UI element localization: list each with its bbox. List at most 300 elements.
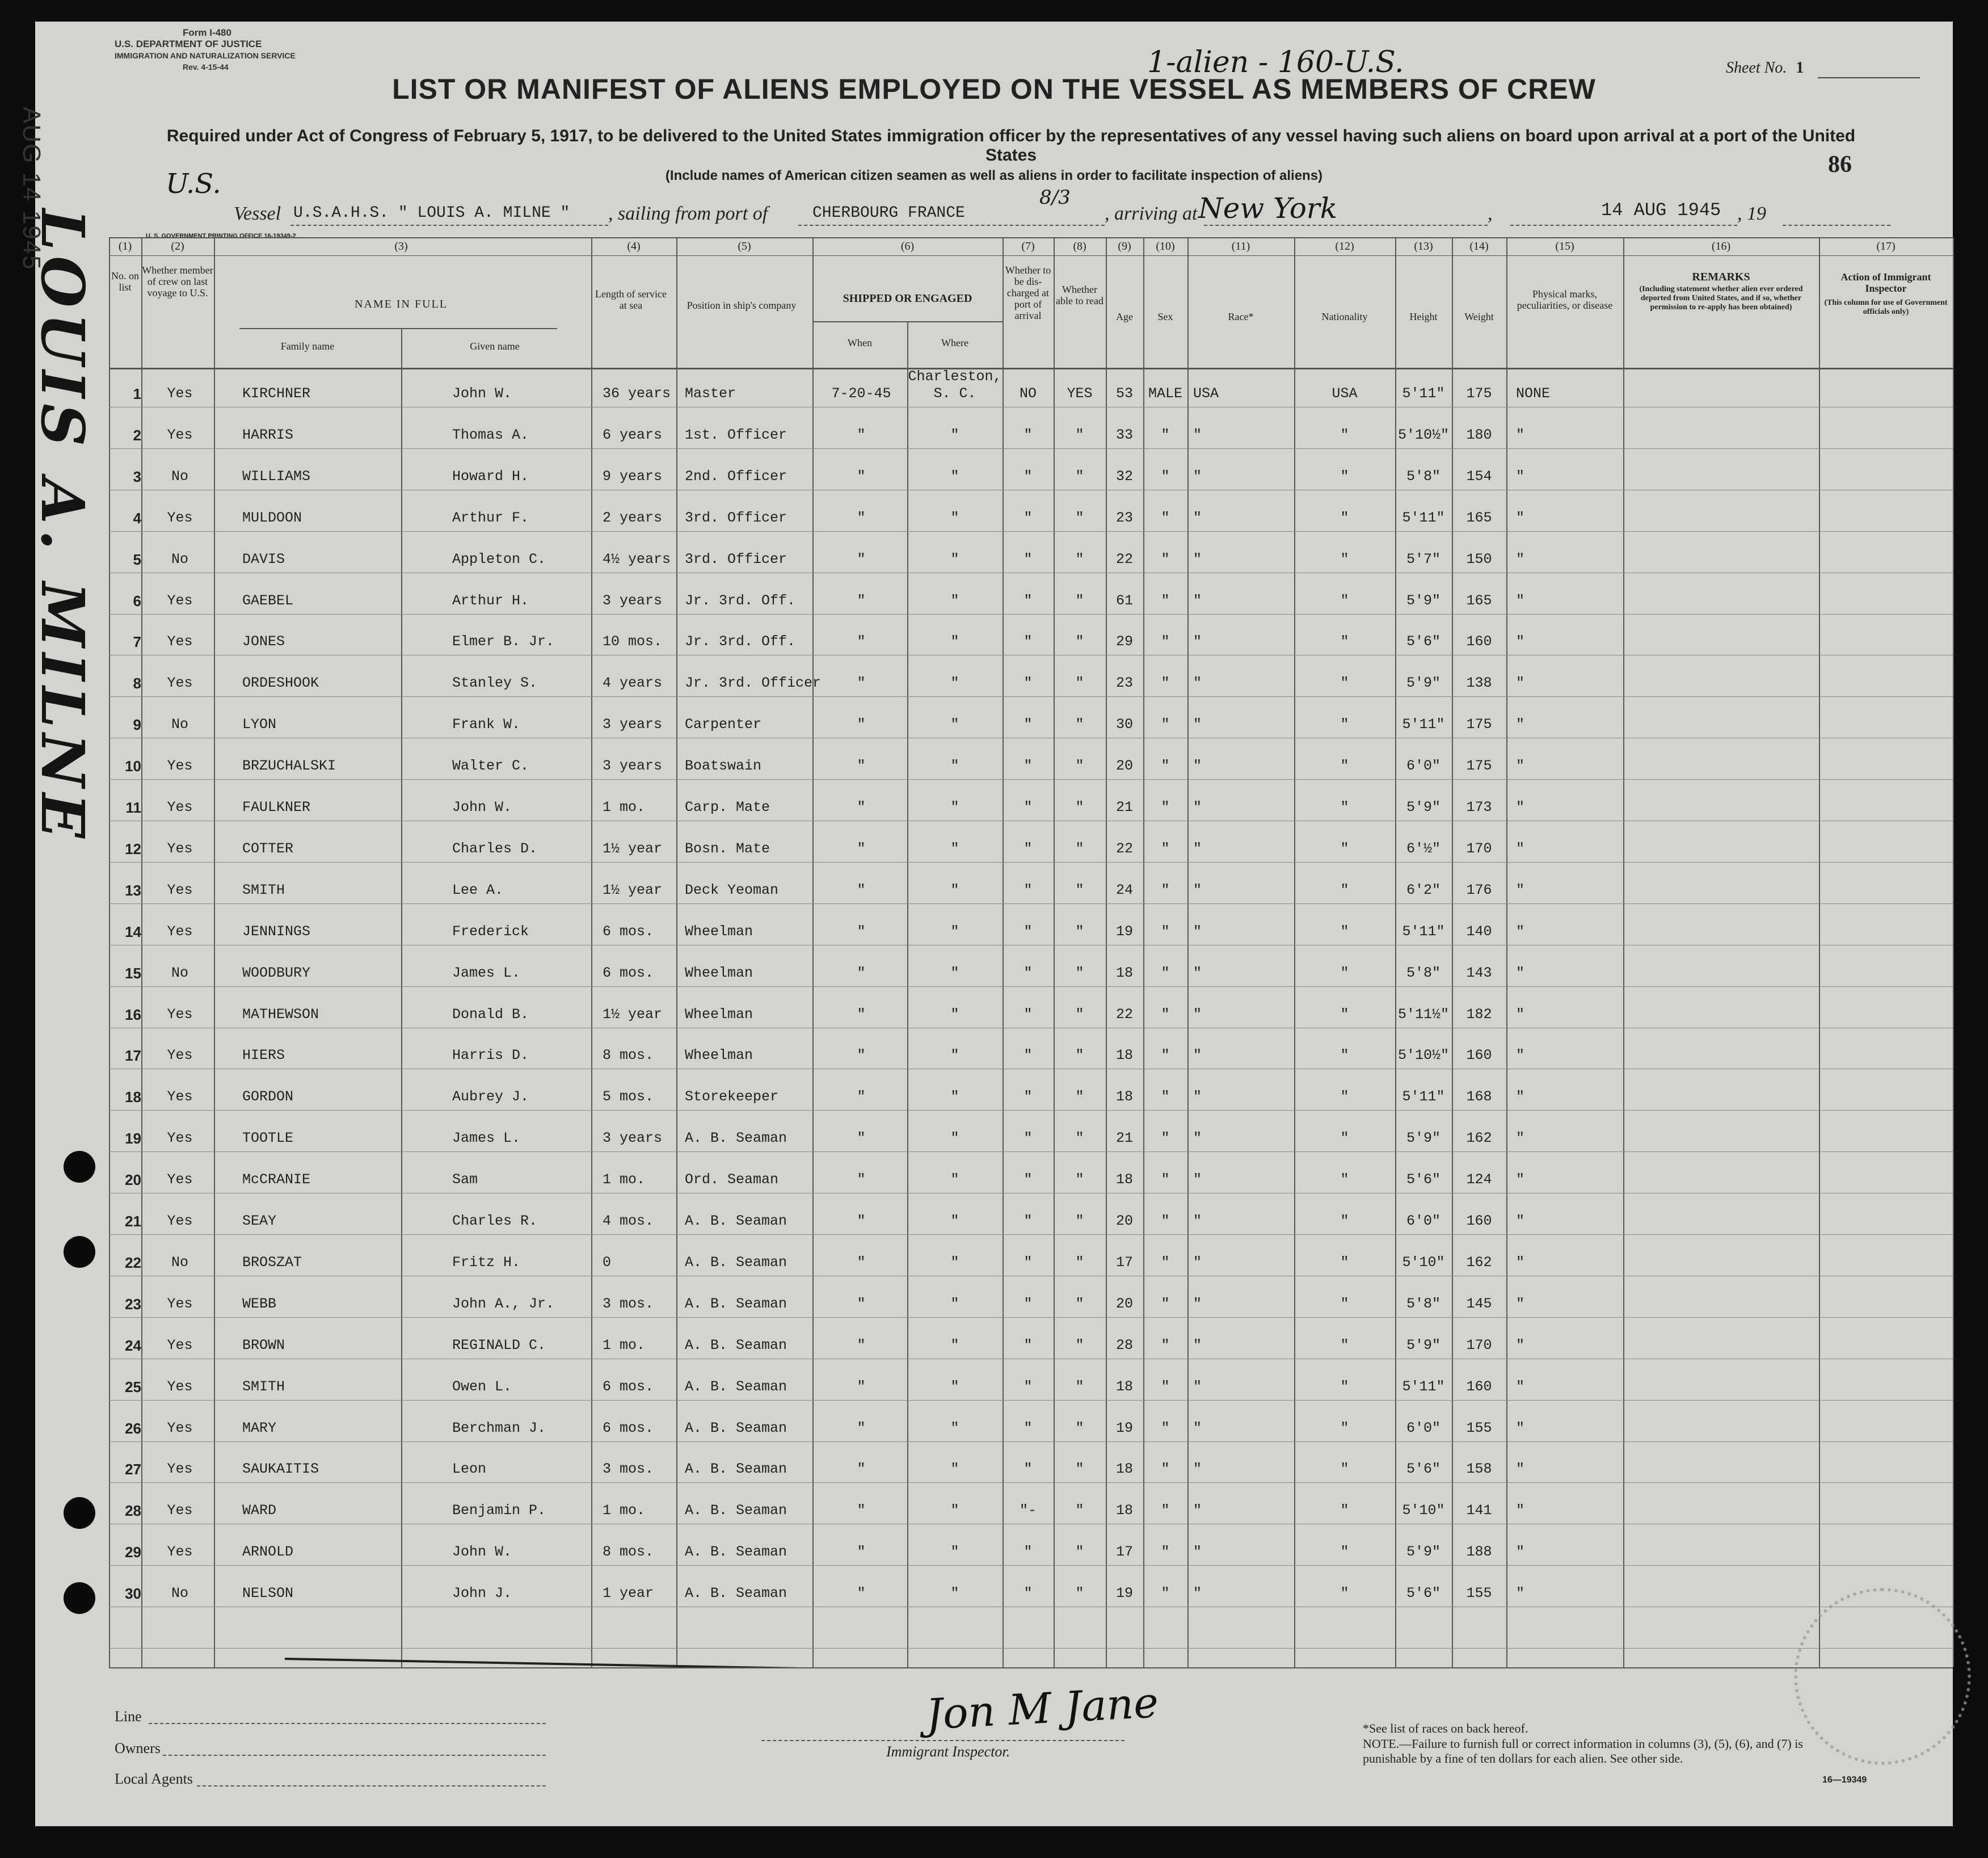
cell-no: 3 [133, 468, 141, 485]
column-number: (13) [1414, 240, 1433, 253]
cell-where: " [950, 1461, 959, 1478]
cell-where: " [950, 592, 959, 609]
cell-marks: " [1516, 1461, 1525, 1478]
cell-marks: " [1516, 633, 1525, 650]
cell-given: Berchman J. [452, 1419, 546, 1436]
header-discharged: Whether to be dis-charged at port of arrival [1005, 264, 1051, 321]
cell-prev: Yes [167, 1088, 193, 1105]
cell-given: Arthur H. [452, 592, 529, 609]
cell-sex: " [1161, 1585, 1170, 1602]
cell-prev: No [171, 1585, 188, 1602]
cell-position: A. B. Seaman [685, 1213, 787, 1229]
cell-prev: Yes [167, 385, 193, 402]
cell-age: 18 [1115, 964, 1133, 981]
cell-marks: " [1516, 592, 1525, 609]
cell-given: John J. [452, 1585, 512, 1602]
cell-where: " [950, 1088, 959, 1105]
cell-height: 5'11" [1402, 1088, 1445, 1105]
cell-nat: " [1340, 1295, 1349, 1312]
cell-nat: " [1340, 1378, 1349, 1395]
cell-no: 24 [125, 1336, 141, 1354]
cell-given: Owen L. [452, 1378, 512, 1395]
cell-service: 8 mos. [603, 1544, 654, 1561]
cell-read: " [1075, 509, 1084, 526]
cell-given: Sam [452, 1171, 478, 1188]
column-number: (8) [1073, 240, 1086, 253]
cell-read: " [1075, 1544, 1084, 1561]
cell-read: " [1075, 964, 1084, 981]
cell-prev: Yes [167, 1502, 193, 1519]
cell-age: 21 [1115, 799, 1133, 815]
cell-read: " [1075, 1461, 1084, 1478]
cell-disch: " [1024, 550, 1033, 568]
cell-height: 5'9" [1406, 1336, 1441, 1353]
cell-where: " [950, 964, 959, 981]
cell-marks: " [1516, 1419, 1525, 1436]
cell-nat: " [1340, 1130, 1349, 1147]
cell-disch: " [1024, 592, 1033, 609]
cell-nat: " [1340, 1585, 1349, 1602]
cell-weight: 173 [1466, 799, 1492, 815]
cell-where: " [950, 1213, 959, 1229]
cell-height: 6'0" [1406, 1419, 1441, 1436]
cell-where: " [950, 675, 959, 692]
cell-when: " [857, 758, 866, 775]
cell-race: " [1193, 881, 1202, 898]
cell-sex: " [1161, 964, 1170, 981]
cell-weight: 168 [1466, 1088, 1492, 1105]
cell-weight: 160 [1466, 1213, 1492, 1229]
cell-race: USA [1193, 385, 1219, 402]
cell-sex: " [1161, 716, 1170, 733]
cell-family: MARY [242, 1419, 277, 1436]
header-physical-marks: Physical marks, peculiarities, or disease [1517, 288, 1613, 311]
cell-family: WOODBURY [242, 964, 311, 981]
crew-table [109, 237, 1953, 1667]
cell-height: 5'11" [1402, 1378, 1445, 1395]
cell-race: " [1193, 1295, 1202, 1312]
cell-marks: " [1516, 964, 1525, 981]
cell-sex: " [1161, 1254, 1170, 1271]
cell-no: 15 [125, 964, 141, 982]
cell-marks: " [1516, 1006, 1525, 1023]
cell-nat: " [1340, 923, 1349, 940]
cell-service: 4½ years [603, 550, 671, 568]
cell-position: A. B. Seaman [685, 1544, 787, 1561]
cell-disch: " [1024, 675, 1033, 692]
cell-no: 22 [125, 1254, 141, 1271]
cell-service: 9 years [603, 468, 663, 485]
cell-weight: 143 [1466, 964, 1492, 981]
comma-separator: , [1488, 203, 1493, 224]
cell-no: 13 [125, 881, 141, 899]
cell-service: 3 years [603, 1130, 663, 1147]
cell-where: " [950, 799, 959, 815]
cell-family: BROWN [242, 1336, 285, 1353]
cell-read: " [1075, 799, 1084, 815]
cell-marks: " [1516, 426, 1525, 443]
cell-age: 32 [1115, 468, 1133, 485]
cell-when: " [857, 881, 866, 898]
cell-prev: Yes [167, 509, 193, 526]
header-where: Where [941, 337, 968, 348]
cell-nat: USA [1332, 385, 1358, 402]
cell-family: ARNOLD [242, 1544, 294, 1561]
cell-weight: 124 [1466, 1171, 1492, 1188]
cell-no: 1 [133, 385, 141, 402]
cell-position: Bosn. Mate [685, 840, 770, 857]
cell-sex: " [1161, 1419, 1170, 1436]
cell-service: 36 years [603, 385, 671, 402]
cell-no: 12 [125, 840, 141, 857]
cell-sex: " [1161, 1336, 1170, 1353]
cell-where: " [950, 1295, 959, 1312]
cell-read: " [1075, 1295, 1084, 1312]
cell-when: " [857, 1130, 866, 1147]
cell-prev: Yes [167, 1336, 193, 1353]
cell-disch: " [1024, 1254, 1033, 1271]
cell-prev: No [171, 468, 188, 485]
cell-no: 29 [125, 1544, 141, 1561]
cell-family: SMITH [242, 881, 285, 898]
cell-no: 5 [133, 550, 141, 568]
cell-race: " [1193, 799, 1202, 815]
cell-sex: " [1161, 509, 1170, 526]
cell-nat: " [1340, 675, 1349, 692]
cell-prev: Yes [167, 1130, 193, 1147]
cell-read: " [1075, 426, 1084, 443]
column-number: (17) [1876, 240, 1896, 253]
column-number: (10) [1156, 240, 1175, 253]
cell-position: A. B. Seaman [685, 1254, 787, 1271]
cell-sex: " [1161, 1047, 1170, 1064]
cell-when: " [857, 1171, 866, 1188]
cell-where: " [950, 1544, 959, 1561]
handwritten-vessel-name: LOUIS A. MILNE [28, 209, 98, 844]
cell-given: John W. [452, 385, 512, 402]
cell-marks: " [1516, 1171, 1525, 1188]
cell-age: 20 [1115, 1295, 1133, 1312]
cell-race: " [1193, 1088, 1202, 1105]
column-number: (5) [738, 240, 751, 253]
cell-marks: " [1516, 840, 1525, 857]
cell-when: " [857, 923, 866, 940]
header-action: Action of Immigrant Inspector [1840, 271, 1931, 294]
cell-read: " [1075, 1213, 1084, 1229]
cell-nat: " [1340, 1502, 1349, 1519]
cell-read: " [1075, 675, 1084, 692]
cell-age: 33 [1115, 426, 1133, 443]
cell-read: " [1075, 840, 1084, 857]
cell-height: 6'2" [1406, 881, 1441, 898]
cell-read: YES [1067, 385, 1093, 402]
cell-disch: " [1024, 426, 1033, 443]
cell-race: " [1193, 1254, 1202, 1271]
cell-weight: 176 [1466, 881, 1492, 898]
cell-marks: " [1516, 550, 1525, 568]
cell-height: 6'0" [1406, 1213, 1441, 1229]
cell-disch: " [1024, 964, 1033, 981]
cell-age: 17 [1115, 1254, 1133, 1271]
cell-prev: Yes [167, 923, 193, 940]
vessel-underline [290, 225, 608, 226]
cell-no: 30 [125, 1585, 141, 1603]
cell-service: 2 years [603, 509, 663, 526]
arriving-port: New York [1198, 192, 1337, 225]
cell-nat: " [1340, 1006, 1349, 1023]
cell-given: Fritz H. [452, 1254, 521, 1271]
port-note: 8/3 [1039, 186, 1071, 209]
cell-given: James L. [452, 964, 521, 981]
print-code: 16—19349 [1822, 1775, 1867, 1785]
cell-marks: " [1516, 1336, 1525, 1353]
cell-service: 6 mos. [603, 1419, 654, 1436]
cell-where: " [950, 468, 959, 485]
cell-position: Ord. Seaman [685, 1171, 779, 1188]
cell-service: 1 mo. [603, 799, 646, 815]
agents-underline [197, 1785, 546, 1786]
cell-weight: 154 [1466, 468, 1492, 485]
cell-read: " [1075, 550, 1084, 568]
cell-family: FAULKNER [242, 799, 311, 815]
column-number: (15) [1555, 240, 1574, 253]
cell-height: 5'9" [1406, 799, 1441, 815]
cell-when: " [857, 1006, 866, 1023]
cell-sex: " [1161, 1502, 1170, 1519]
cell-where: " [950, 509, 959, 526]
cell-family: TOOTLE [242, 1130, 294, 1147]
cell-prev: Yes [167, 592, 193, 609]
cell-family: KIRCHNER [242, 385, 311, 402]
cell-service: 0 [603, 1254, 612, 1271]
cell-given: James L. [452, 1130, 521, 1147]
cell-prev: Yes [167, 799, 193, 815]
cell-position: 1st. Officer [685, 426, 787, 443]
cell-position: Deck Yeoman [685, 881, 779, 898]
header-shipped: SHIPPED OR ENGAGED [843, 292, 972, 305]
cell-weight: 138 [1466, 675, 1492, 692]
vessel-name: U.S.A.H.S. " LOUIS A. MILNE " [293, 204, 570, 222]
cell-race: " [1193, 1130, 1202, 1147]
cell-race: " [1193, 550, 1202, 568]
cell-no: 8 [133, 675, 141, 692]
cell-nat: " [1340, 1047, 1349, 1064]
cell-disch: " [1024, 1585, 1033, 1602]
cell-marks: " [1516, 716, 1525, 733]
cell-when: " [857, 1088, 866, 1105]
cell-given: Harris D. [452, 1047, 529, 1064]
cell-where: Charleston, S. C. [908, 368, 1002, 402]
cell-family: HARRIS [242, 426, 294, 443]
cell-age: 61 [1115, 592, 1133, 609]
header-weight: Weight [1464, 311, 1494, 322]
cell-sex: " [1161, 923, 1170, 940]
owners-underline [163, 1755, 546, 1756]
cell-given: REGINALD C. [452, 1336, 546, 1353]
cell-no: 17 [125, 1047, 141, 1065]
cell-age: 19 [1115, 1585, 1133, 1602]
cell-race: " [1193, 675, 1202, 692]
cell-nat: " [1340, 840, 1349, 857]
cell-service: 1 mo. [603, 1336, 646, 1353]
cell-when: " [857, 509, 866, 526]
cell-when: " [857, 1213, 866, 1229]
cell-when: " [857, 840, 866, 857]
cell-no: 25 [125, 1378, 141, 1395]
cell-sex: " [1161, 1378, 1170, 1395]
cell-age: 20 [1115, 1213, 1133, 1229]
cell-race: " [1193, 1336, 1202, 1353]
cell-given: Arthur F. [452, 509, 529, 526]
column-number: (14) [1469, 240, 1489, 253]
cell-when: " [857, 426, 866, 443]
cell-disch: " [1024, 716, 1033, 733]
cell-given: Charles R. [452, 1213, 538, 1229]
cell-given: Aubrey J. [452, 1088, 529, 1105]
cell-marks: " [1516, 758, 1525, 775]
cell-family: ORDESHOOK [242, 675, 319, 692]
cell-weight: 160 [1466, 1047, 1492, 1064]
cell-race: " [1193, 1461, 1202, 1478]
cell-read: " [1075, 1378, 1084, 1395]
cell-marks: " [1516, 923, 1525, 940]
cell-position: 3rd. Officer [685, 550, 787, 568]
race-note: *See list of races on back hereof. [1363, 1721, 1528, 1735]
cell-prev: Yes [167, 881, 193, 898]
cell-sex: " [1161, 840, 1170, 857]
cell-no: 2 [133, 426, 141, 444]
cell-family: MATHEWSON [242, 1006, 319, 1023]
cell-nat: " [1340, 1213, 1349, 1229]
form-number: Form I-480 [183, 27, 231, 38]
arriving-label: , arriving at [1105, 203, 1198, 224]
cell-position: Wheelman [685, 923, 753, 940]
cell-family: WARD [242, 1502, 277, 1519]
cell-disch: " [1024, 1295, 1033, 1312]
cell-disch: " [1024, 633, 1033, 650]
cell-sex: " [1161, 468, 1170, 485]
header-sex: Sex [1157, 311, 1173, 322]
cell-position: Jr. 3rd. Off. [685, 592, 796, 609]
cell-service: 8 mos. [603, 1047, 654, 1064]
cell-service: 6 mos. [603, 1378, 654, 1395]
cell-race: " [1193, 1419, 1202, 1436]
cell-disch: " [1024, 923, 1033, 940]
cell-disch: " [1024, 1130, 1033, 1147]
cell-service: 10 mos. [603, 633, 663, 650]
date-underline [1510, 225, 1737, 226]
column-number: (16) [1711, 240, 1731, 253]
cell-given: Leon [452, 1461, 487, 1478]
cell-when: " [857, 592, 866, 609]
cell-sex: MALE [1148, 385, 1182, 402]
cell-prev: No [171, 964, 188, 981]
cell-where: " [950, 1254, 959, 1271]
cell-where: " [950, 1047, 959, 1064]
cell-no: 6 [133, 592, 141, 609]
header-height: Height [1409, 311, 1438, 322]
cell-service: 1 mo. [603, 1502, 646, 1519]
cell-where: " [950, 1419, 959, 1436]
cell-where: " [950, 1378, 959, 1395]
cell-where: " [950, 426, 959, 443]
cell-no: 18 [125, 1088, 141, 1106]
cell-age: 18 [1115, 1171, 1133, 1188]
cell-family: JENNINGS [242, 923, 311, 940]
cell-read: " [1075, 1336, 1084, 1353]
cell-weight: 160 [1466, 633, 1492, 650]
cell-age: 20 [1115, 758, 1133, 775]
cell-where: " [950, 1006, 959, 1023]
cell-race: " [1193, 1047, 1202, 1064]
cell-disch: NO [1019, 385, 1037, 402]
cell-given: Benjamin P. [452, 1502, 546, 1519]
cell-height: 5'6" [1406, 1171, 1441, 1188]
cell-prev: No [171, 1254, 188, 1271]
cell-service: 4 years [603, 675, 663, 692]
cell-given: Howard H. [452, 468, 529, 485]
punch-hole [64, 1582, 95, 1614]
cell-read: " [1075, 592, 1084, 609]
cell-disch: " [1024, 468, 1033, 485]
year-label: , 19 [1737, 203, 1766, 224]
footer-rule [109, 1667, 1953, 1668]
cell-read: " [1075, 716, 1084, 733]
header-member-last-voyage: Whether member of crew on last voyage to U.S. [142, 264, 213, 299]
header-family-name: Family name [280, 341, 335, 352]
cell-read: " [1075, 1047, 1084, 1064]
cell-when: " [857, 1585, 866, 1602]
cell-service: 6 years [603, 426, 663, 443]
cell-prev: No [171, 550, 188, 568]
cell-no: 14 [125, 923, 141, 940]
cell-disch: " [1024, 1378, 1033, 1395]
owners-label: Owners [115, 1740, 161, 1756]
cell-no: 21 [125, 1213, 141, 1230]
cell-prev: Yes [167, 1006, 193, 1023]
cell-disch: " [1024, 509, 1033, 526]
header-age: Age [1116, 311, 1133, 322]
cell-race: " [1193, 426, 1202, 443]
cell-race: " [1193, 1006, 1202, 1023]
sailing-label: , sailing from port of [608, 203, 768, 224]
cell-disch: "- [1019, 1502, 1037, 1519]
cell-given: Elmer B. Jr. [452, 633, 555, 650]
cell-when: " [857, 1047, 866, 1064]
cell-race: " [1193, 716, 1202, 733]
cell-service: 3 mos. [603, 1461, 654, 1478]
cell-where: " [950, 1171, 959, 1188]
cell-when: " [857, 468, 866, 485]
cell-sex: " [1161, 1213, 1170, 1229]
cell-read: " [1075, 923, 1084, 940]
cell-family: WEBB [242, 1295, 277, 1312]
cell-weight: 155 [1466, 1585, 1492, 1602]
cell-weight: 150 [1466, 550, 1492, 568]
cell-race: " [1193, 1502, 1202, 1519]
cell-when: " [857, 1502, 866, 1519]
cell-age: 23 [1115, 675, 1133, 692]
cell-where: " [950, 758, 959, 775]
cell-race: " [1193, 1585, 1202, 1602]
header-race: Race* [1228, 311, 1254, 322]
cell-race: " [1193, 1544, 1202, 1561]
cell-prev: Yes [167, 1171, 193, 1188]
department: U.S. DEPARTMENT OF JUSTICE [115, 39, 262, 49]
punch-hole [64, 1236, 95, 1268]
cell-nat: " [1340, 1461, 1349, 1478]
header-no-on-list: No. on list [111, 270, 139, 293]
